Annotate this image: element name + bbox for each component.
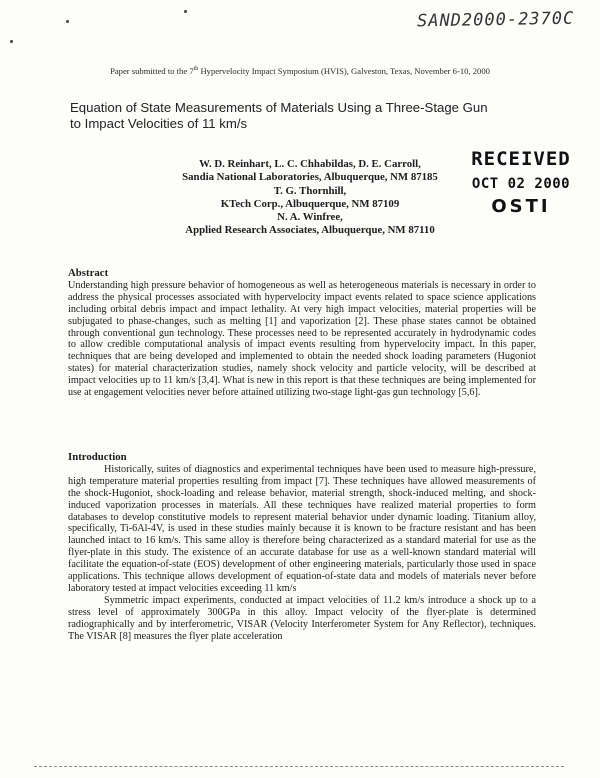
affiliation-line: Applied Research Associates, Albuquerque, NM 87110 bbox=[185, 224, 435, 237]
report-number: SAND2000-2370C bbox=[416, 8, 575, 32]
abstract-heading: Abstract bbox=[68, 267, 109, 279]
abstract-section bbox=[68, 268, 536, 399]
author-line: T. G. Thornhill, bbox=[273, 184, 347, 197]
stamp-date: OCT 02 2000 bbox=[471, 176, 571, 192]
introduction-heading: Introduction bbox=[68, 451, 127, 463]
affiliation-line: KTech Corp., Albuquerque, NM 87109 bbox=[220, 197, 400, 210]
stamp-osti: OSTI bbox=[491, 196, 551, 217]
submission-line: Paper submitted to the 7th Hypervelocity Impact Symposium (HVIS), Galveston, Texas, November 6-10, 2000 bbox=[110, 66, 490, 76]
stamp-received: RECEIVED bbox=[471, 148, 571, 170]
received-stamp bbox=[466, 148, 576, 217]
paper-title: Equation of State Measurements of Materials Using a Three-Stage Gun to Impact Velocities of 11 km/s bbox=[70, 100, 488, 131]
scan-speck bbox=[10, 40, 13, 43]
author-line: N. A. Winfree, bbox=[277, 211, 343, 224]
author-block bbox=[150, 158, 470, 238]
author-line: W. D. Reinhart, L. C. Chhabildas, D. E. Carroll, bbox=[199, 158, 421, 170]
introduction-section bbox=[68, 452, 536, 643]
scan-speck bbox=[184, 10, 187, 13]
introduction-paragraph: Symmetric impact experiments, conducted at impact velocities of 11.2 km/s introduce a shock up to a stress level of approximately 300GPa in this alloy. Impact velocity of the flyer-plate is determined radiographically and by interferometric, VISAR (Velocity Interferometer System for Any Reflector), techniques. The VISAR [8] measures the flyer plate acceleration bbox=[68, 594, 536, 642]
page-bottom-rule bbox=[34, 766, 564, 767]
abstract-text: Understanding high pressure behavior of homogeneous as well as heterogeneous materials is necessary in order to address the physical processes associated with hypervelocity impact events related to space science applications including orbital debris impact and impact lethality. At very high impact velocities, material properties will be subjugated to phase-changes, such as melting [1] and vaporization [2]. These phase states cannot be obtained through conventional gun technology. These processes need to be represented accurately in hydrodynamic codes to allow credible computational analysis of impact events resulting from hypervelocity impact. In this paper, techniques that are being developed and implemented to obtain the needed shock loading parameters (Hugoniot states) for material characterization studies, namely shock velocity and particle velocity, will be described at impact velocities up to 11 km/s [3,4]. What is new in this report is that these techniques are being implemented for use at engagement velocities never before attained utilizing two-stage light-gas gun technology [5,6]. bbox=[68, 279, 536, 399]
introduction-paragraph: Historically, suites of diagnostics and experimental techniques have been used to measure high-pressure, high temperature material properties resulting from impact [7]. These techniques have allowed measurements of the shock-Hugoniot, shock-loading and release behavior, material strength, shock-induced melting, and shock-induced vaporization processes in materials. All these techniques have realized material properties to form databases to develop constitutive models to represent material behavior under dynamic loading. Titanium alloy, specifically, Ti-6Al-4V, is used in these studies mainly because it is known to be fracture resistant and has been launched intact to 16 km/s. This same alloy is therefore being characterized as a standard material for use as the flyer-plate in this study. The existence of an accurate database for use as a well-known standard material will facilitate the equation-of-state (EOS) development of other engineering materials, particularly those used in space applications. This technique allows development of equation-of-state data and models of materials never before laboratory tested at impact velocities exceeding 11 km/s bbox=[68, 463, 536, 594]
affiliation-line: Sandia National Laboratories, Albuquerque, NM 87185 bbox=[182, 171, 438, 184]
scan-speck bbox=[66, 20, 69, 23]
